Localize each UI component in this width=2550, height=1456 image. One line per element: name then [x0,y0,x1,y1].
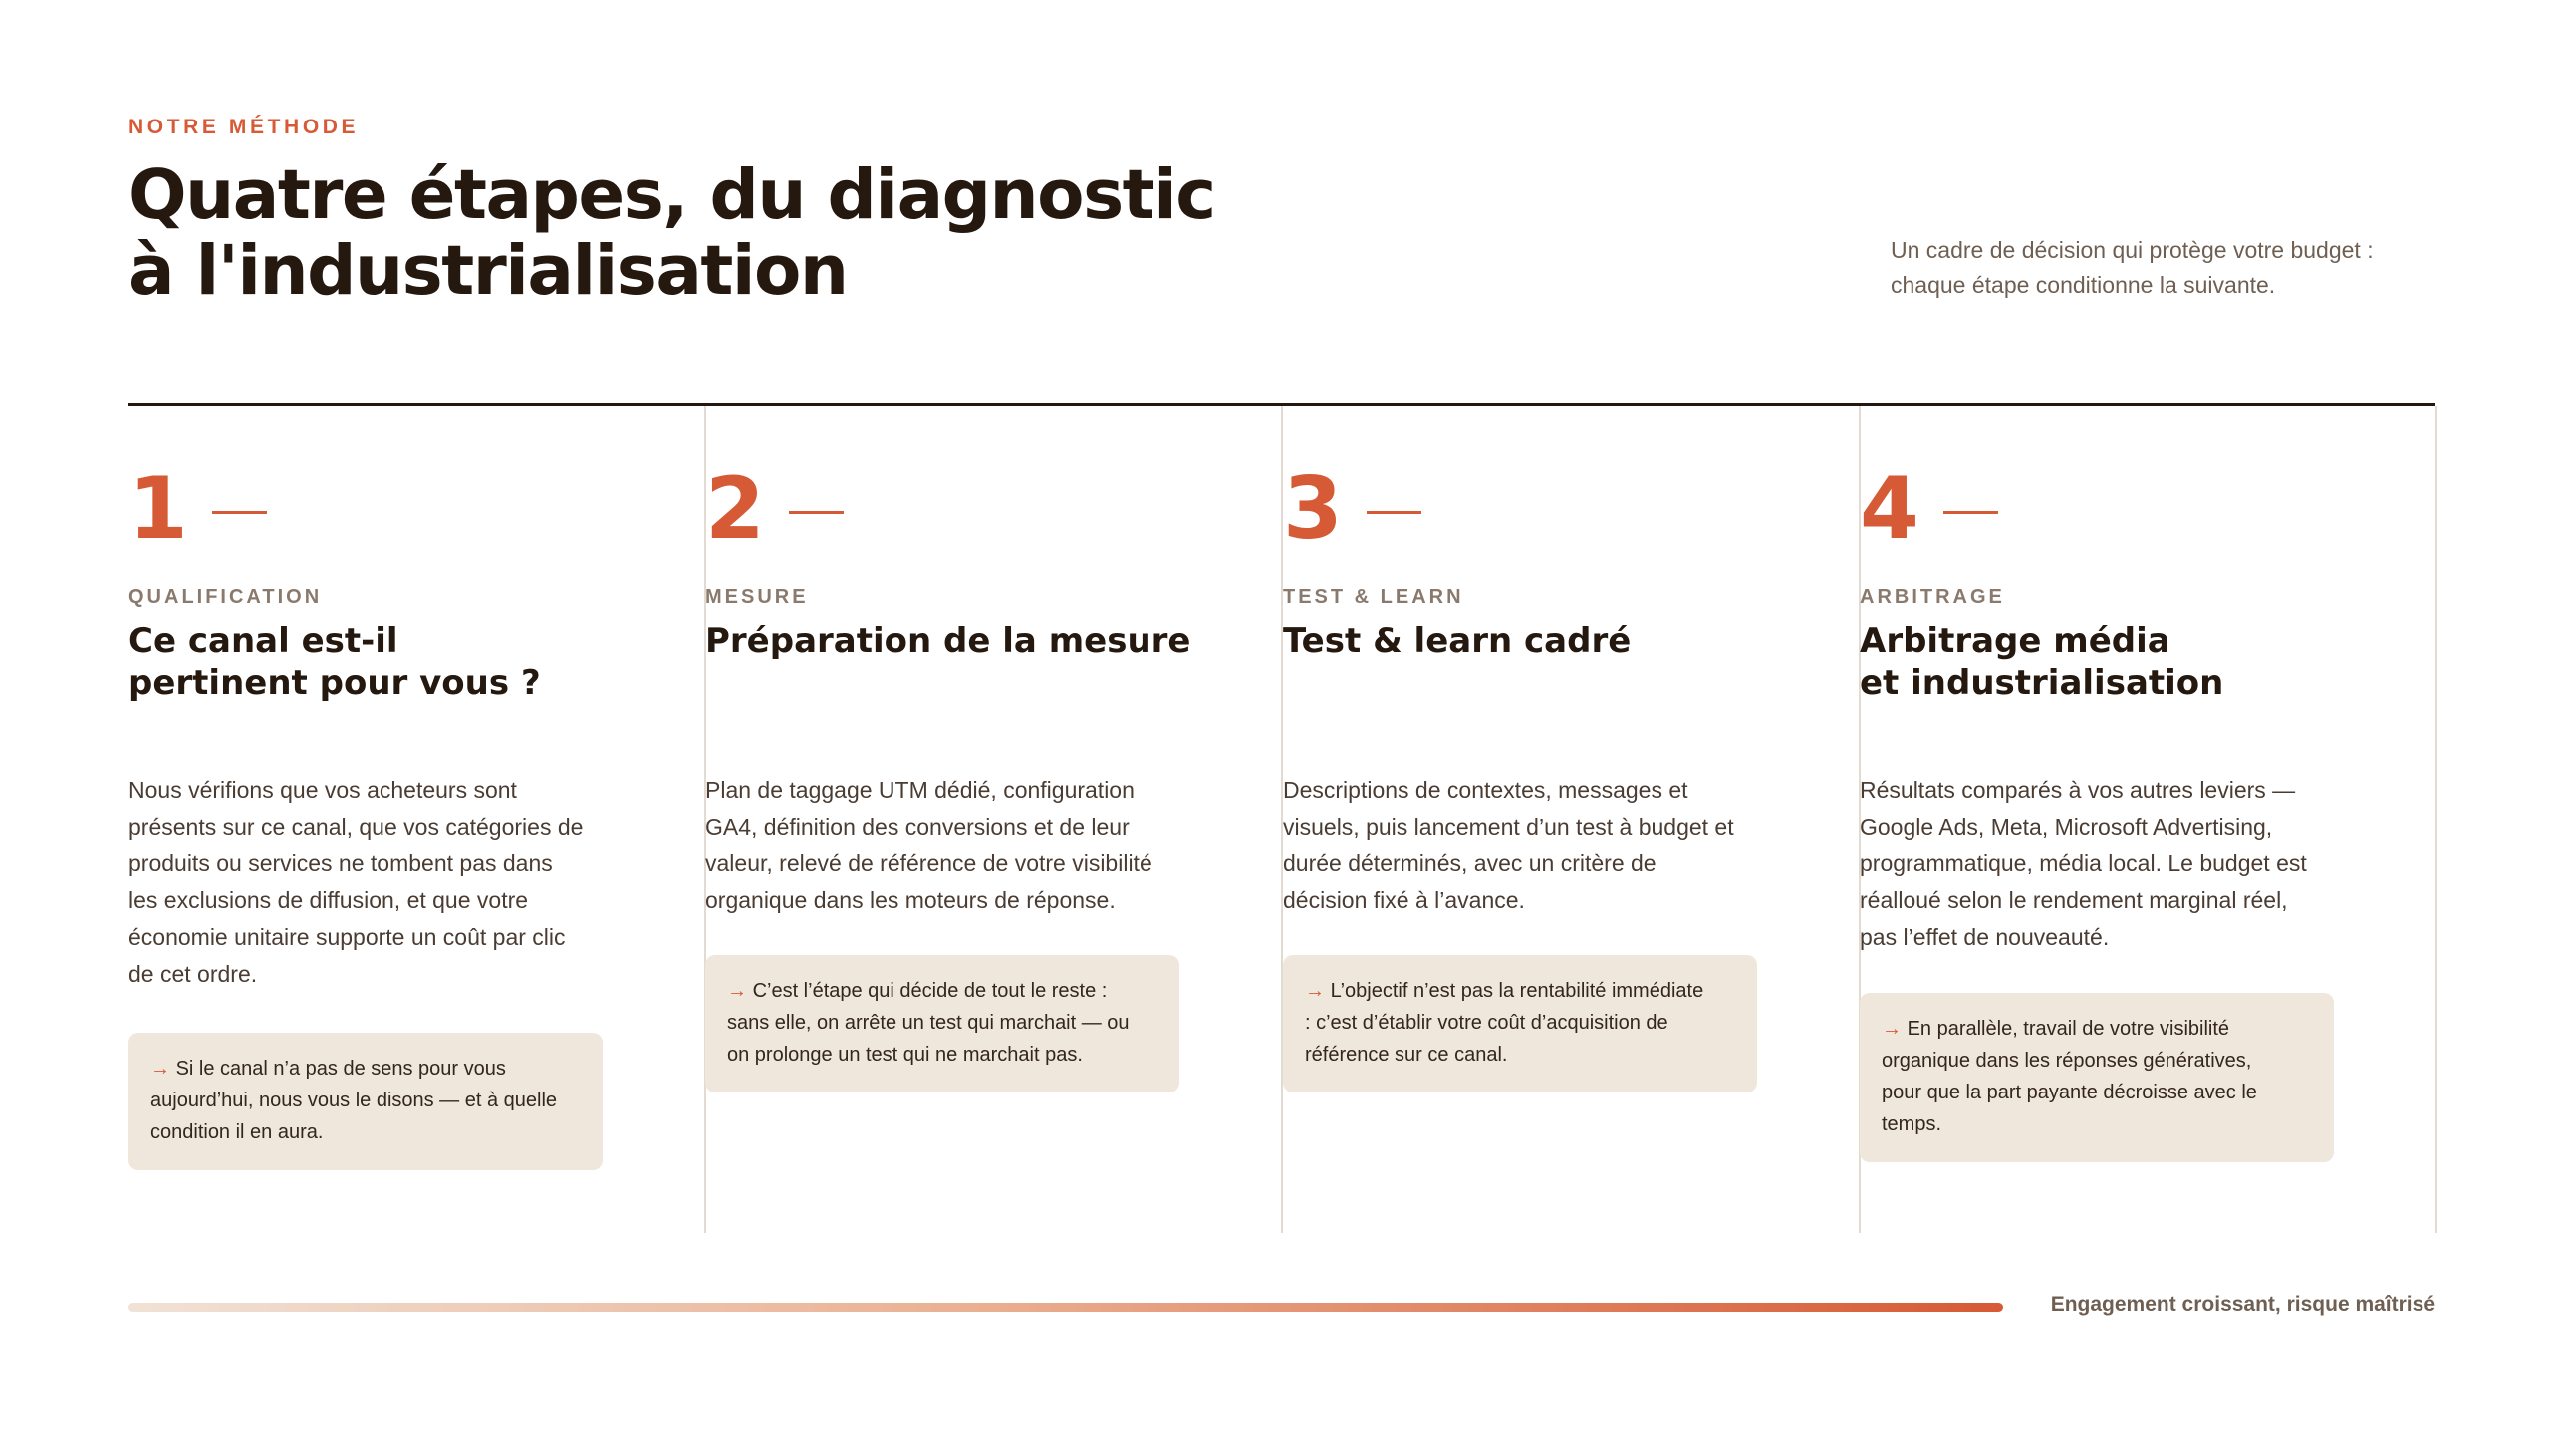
step-dash [789,511,844,514]
step-note-line: condition il en aura. [150,1121,324,1143]
step-description [1860,772,2348,956]
step-description-line: présents sur ce canal, que vos catégories de [128,814,584,840]
step-description [705,772,1193,919]
step-column-3 [1283,406,1861,1233]
step-title [1860,620,2378,704]
step-number-row [1860,459,1998,559]
step-title-line: Test & learn cadré [1283,621,1632,661]
page-title-line-1: Quatre étapes, du diagnostic [128,155,1215,235]
page-title-line-2: à l'industrialisation [128,231,848,311]
step-note-callout [128,1033,603,1170]
step-note-line [727,975,1157,1007]
step-title-line: Arbitrage média [1860,621,2170,661]
step-number-row [705,459,844,559]
step-note-callout [1860,993,2334,1162]
step-note-line: aujourd’hui, nous vous le disons — et à quelle [150,1090,558,1111]
step-kicker: TEST & LEARN [1283,586,1464,607]
step-description-line: Nous vérifions que vos acheteurs sont [128,777,517,803]
step-description-line: réalloué selon le rendement marginal réel, [1860,887,2288,913]
step-note-line: pour que la part payante décroisse avec le [1882,1082,2257,1103]
step-description-line: Descriptions de contextes, messages et [1283,777,1688,803]
step-note-line: sans elle, on arrête un test qui marchait — ou [727,1012,1130,1034]
step-title [128,620,646,704]
step-description-line: visuels, puis lancement d’un test à budget et [1283,814,1734,840]
step-description-line: Résultats comparés à vos autres leviers — [1860,777,2296,803]
step-title-line: pertinent pour vous ? [128,663,541,703]
step-description [1283,772,1771,919]
step-title [705,620,1223,662]
method-slide [128,0,2435,1456]
step-note-line: temps. [1882,1113,1942,1135]
step-description-line: Plan de taggage UTM dédié, configuration [705,777,1135,803]
eyebrow-label: NOTRE MÉTHODE [128,116,360,138]
step-title [1283,620,1801,662]
arrow-right-icon: → [1882,1018,1902,1040]
step-description-line: décision fixé à l’avance. [1283,887,1525,913]
step-note-line: : c’est d’établir votre coût d’acquisition de [1305,1012,1668,1034]
step-description-line: de cet ordre. [128,961,258,987]
step-description-line: les exclusions de diffusion, et que votre [128,887,529,913]
step-number: 1 [128,459,188,559]
step-number-row [128,459,267,559]
subtitle-line-1: Un cadre de décision qui protège votre budget : [1891,237,2374,263]
arrow-right-icon: → [1305,980,1325,1002]
step-description-line: économie unitaire supporte un coût par clic [128,924,566,950]
step-description-line: GA4, définition des conversions et de leur [705,814,1130,840]
step-description-line: produits ou services ne tombent pas dans [128,850,553,876]
step-number: 2 [705,459,765,559]
engagement-progress-bar [128,1303,2003,1312]
step-dash [212,511,267,514]
step-dash [1943,511,1998,514]
step-description-line: durée déterminés, avec un critère de [1283,850,1657,876]
step-title-line: Préparation de la mesure [705,621,1191,661]
step-note-callout [705,955,1179,1092]
step-title-line: et industrialisation [1860,663,2224,703]
step-title-line: Ce canal est-il [128,621,398,661]
subtitle-line-2: chaque étape conditionne la suivante. [1891,272,2276,298]
step-column-1 [128,406,706,1233]
step-note-text: C’est l’étape qui décide de tout le reste : [752,980,1108,1002]
step-note-line: organique dans les réponses génératives, [1882,1050,2252,1072]
step-column-4 [1860,406,2437,1233]
step-kicker: ARBITRAGE [1860,586,2005,607]
step-note-text: Si le canal n’a pas de sens pour vous [175,1058,506,1080]
page-subtitle [1891,233,2448,303]
step-note-text: En parallèle, travail de votre visibilité [1907,1018,2230,1040]
engagement-progress-label: Engagement croissant, risque maîtrisé [2050,1293,2435,1316]
step-description-line: Google Ads, Meta, Microsoft Advertising, [1860,814,2273,840]
steps-grid [128,406,2435,1233]
step-note-line [1882,1013,2312,1045]
step-note-line: référence sur ce canal. [1305,1044,1508,1066]
page-title [128,157,1324,309]
step-description [128,772,617,993]
step-note-line: on prolonge un test qui ne marchait pas. [727,1044,1083,1066]
step-note-line [1305,975,1735,1007]
step-note-text: L’objectif n’est pas la rentabilité immédiate [1330,980,1704,1002]
step-note-line [150,1053,581,1085]
step-description-line: programmatique, média local. Le budget est [1860,850,2307,876]
step-number: 3 [1283,459,1343,559]
step-number: 4 [1860,459,1919,559]
step-description-line: valeur, relevé de référence de votre visibilité [705,850,1152,876]
arrow-right-icon: → [150,1058,170,1080]
arrow-right-icon: → [727,980,747,1002]
step-kicker: MESURE [705,586,809,607]
step-number-row [1283,459,1421,559]
step-description-line: pas l’effet de nouveauté. [1860,924,2110,950]
step-description-line: organique dans les moteurs de réponse. [705,887,1116,913]
step-note-callout [1283,955,1757,1092]
step-kicker: QUALIFICATION [128,586,323,607]
step-column-2 [705,406,1283,1233]
step-dash [1367,511,1421,514]
